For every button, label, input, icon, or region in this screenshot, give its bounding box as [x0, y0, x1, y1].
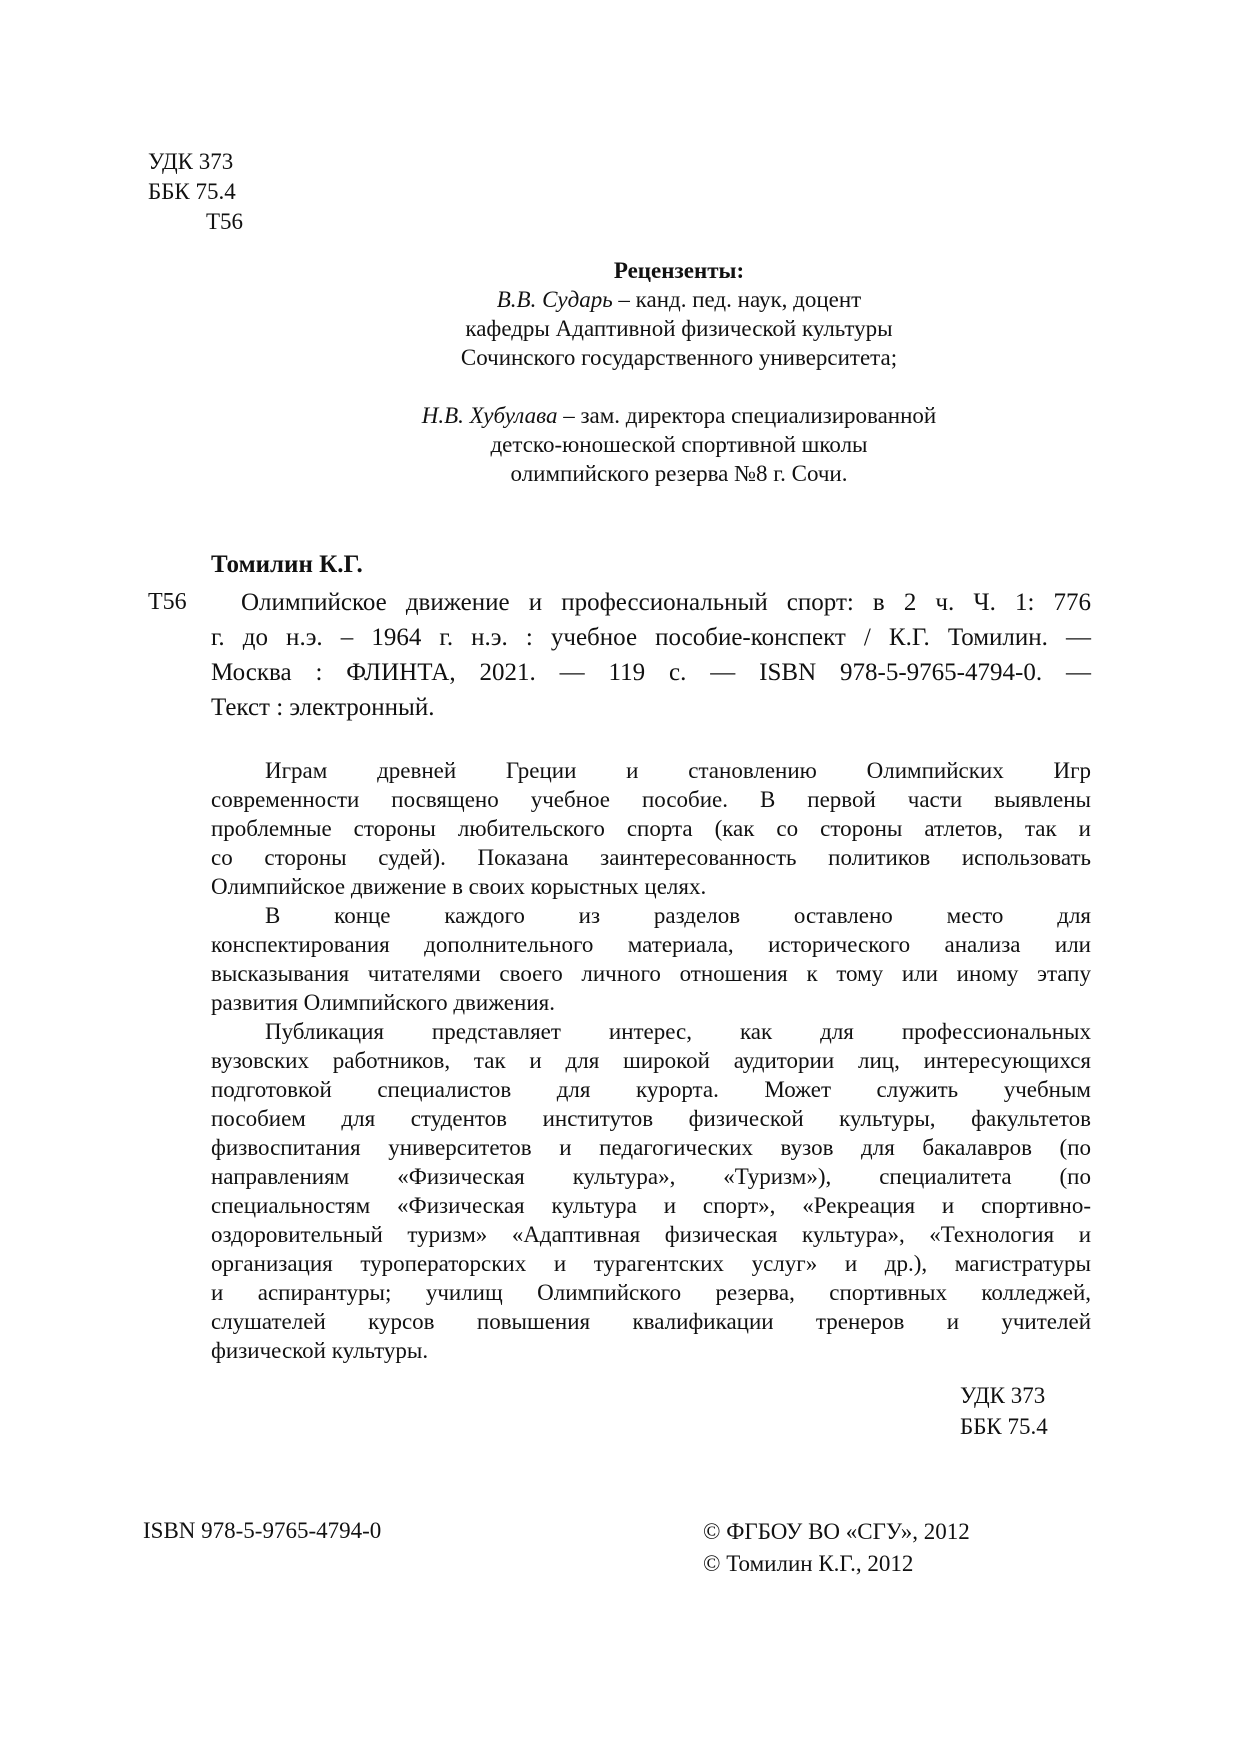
copyright-line-1: © ФГБОУ ВО «СГУ», 2012	[703, 1519, 970, 1544]
abstract-line: конспектирования дополнительного материала, исторического анализа или	[211, 932, 1091, 957]
abstract-line: оздоровительный туризм» «Адаптивная физическая культура», «Технология и	[211, 1222, 1091, 1247]
abstract-line: физвоспитания университетов и педагогических вузов для бакалавров (по	[211, 1135, 1091, 1160]
abstract-line: проблемные стороны любительского спорта (как со стороны атлетов, так и	[211, 816, 1091, 841]
reviewer-1-text: – канд. пед. наук, доцент	[612, 287, 862, 312]
biblio-line: Москва : ФЛИНТА, 2021. — 119 с. — ISBN 978-5-9765-4794-0. —	[211, 659, 1091, 686]
abstract-line: современности посвящено учебное пособие. В первой части выявлены	[211, 787, 1091, 812]
abstract-line: направлениям «Физическая культура», «Туризм»), специалитета (по	[211, 1164, 1091, 1189]
classification-block	[148, 147, 243, 237]
author-mark: Т56	[206, 209, 244, 234]
abstract-line: высказывания читателями своего личного отношения к тому или иному этапу	[211, 961, 1091, 986]
bbk-code: ББК 75.4	[148, 179, 236, 204]
bibliographic-description	[211, 585, 1091, 725]
abstract-line: и аспирантуры; училищ Олимпийского резерва, спортивных колледжей,	[211, 1280, 1091, 1305]
abstract-line: специальностям «Физическая культура и спорт», «Рекреация и спортивно-	[211, 1193, 1091, 1218]
bibliography-code: Т56	[148, 589, 187, 615]
biblio-line: Текст : электронный.	[211, 694, 435, 721]
reviewer-2-line-1	[300, 401, 1058, 430]
reviewer-1-name: В.В. Сударь	[496, 287, 613, 312]
footer-classification	[960, 1380, 1048, 1442]
reviewers-title: Рецензенты:	[613, 258, 745, 283]
copyright-line-2: © Томилин К.Г., 2012	[703, 1551, 914, 1576]
reviewer-2-text: – зам. директора специализированной	[557, 403, 937, 428]
abstract-line: Олимпийское движение в своих корыстных целях.	[211, 874, 707, 899]
footer-bbk: ББК 75.4	[960, 1414, 1048, 1439]
reviewer-2-line-2: детско-юношеской спортивной школы	[490, 432, 868, 457]
reviewer-1-line-1	[300, 285, 1058, 314]
reviewer-2-line-3: олимпийского резерва №8 г. Сочи.	[510, 461, 848, 486]
reviewer-1-line-3: Сочинского государственного университета;	[460, 345, 898, 370]
abstract-line: слушателей курсов повышения квалификации тренеров и учителей	[211, 1309, 1091, 1334]
reviewer-2-name: Н.В. Хубулава	[421, 403, 558, 428]
isbn: ISBN 978-5-9765-4794-0	[143, 1518, 382, 1543]
udk-code: УДК 373	[148, 149, 234, 174]
abstract	[211, 756, 1091, 1365]
abstract-line: со стороны судей). Показана заинтересованность политиков использовать	[211, 845, 1091, 870]
author-heading: Томилин К.Г.	[211, 551, 363, 578]
abstract-line: вузовских работников, так и для широкой аудитории лиц, интересующихся	[211, 1048, 1091, 1073]
copyright-block	[703, 1516, 970, 1580]
abstract-line: Играм древней Греции и становлению Олимпийских Игр	[265, 758, 1091, 783]
abstract-line: физической культуры.	[211, 1338, 429, 1363]
abstract-line: В конце каждого из разделов оставлено место для	[265, 903, 1091, 928]
abstract-line: пособием для студентов институтов физической культуры, факультетов	[211, 1106, 1091, 1131]
abstract-line: развития Олимпийского движения.	[211, 990, 555, 1015]
reviewer-1-line-2: кафедры Адаптивной физической культуры	[465, 316, 893, 341]
biblio-line: Олимпийское движение и профессиональный спорт: в 2 ч. Ч. 1: 776	[241, 589, 1091, 616]
abstract-line: Публикация представляет интерес, как для профессиональных	[265, 1019, 1091, 1044]
footer-udk: УДК 373	[960, 1383, 1046, 1408]
biblio-line: г. до н.э. – 1964 г. н.э. : учебное пособие-конспект / К.Г. Томилин. —	[211, 624, 1091, 651]
abstract-line: организация туроператорских и турагентских услуг» и др.), магистратуры	[211, 1251, 1091, 1276]
abstract-line: подготовкой специалистов для курорта. Может служить учебным	[211, 1077, 1091, 1102]
reviewers-block	[300, 256, 1058, 488]
